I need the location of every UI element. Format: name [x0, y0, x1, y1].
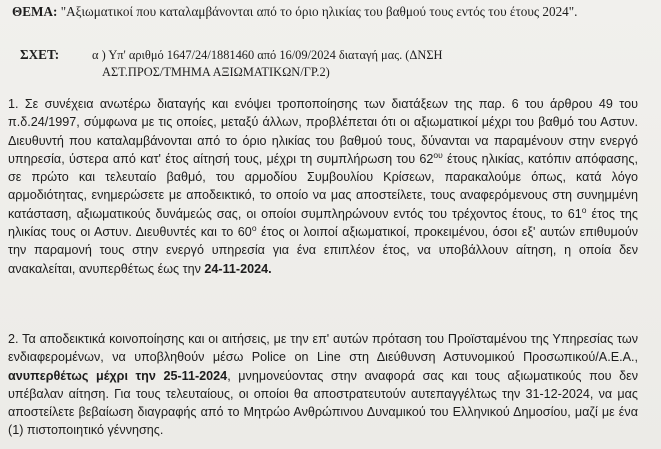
paragraph-2-part-1: 2. Τα αποδεικτικά κοινοποίησης και οι αιτήσεις, με την επ' αυτών πρόταση του Προϊσταμένου της Υπηρεσίας των ενδιαφερομένων, να υποβληθούν μέσω Police on Line στη Διεύθυνση Αστυνομικού Προσωπικού/Α.Ε.Α., — [8, 332, 638, 365]
paragraph-1-part-4: έτος οι λοιποί αξιωματικοί, προκειμένου, όσοι εξ' αυτών επιθυμούν την παραμονή τους στην ενεργό υπηρεσία για ένα επιπλέον έτος, να υποβάλλουν αίτηση, η οποία δεν ανακαλείται, ανυπερθέτως έως την — [8, 225, 639, 276]
reference-label: ΣΧΕΤ: — [20, 47, 60, 62]
paragraph-1-part-2: έτους ηλικίας, κατόπιν απόφασης, σε πρώτο και τελευταίο βαθμό, του αρμοδίου Συμβουλίου Κρίσεων, παρακαλούμε όπως, κατά λόγο αρμοδιότητας, ενημερώσετε με αποδεικτικό, το οποίο να μας αποστείλετε, τους αναφερόμενους στη συνημμένη κατάσταση, αξιωματικούς δυνάμεώς σας, οι οποίοι συμπληρώνουν εντός του τρέχοντος έτους, το 61 — [8, 151, 638, 221]
paragraph-1-end: . — [268, 261, 272, 276]
ordinal-suffix: ου — [433, 149, 443, 160]
subject-label: ΘΕΜΑ: — [12, 4, 58, 19]
paragraph-1-part-1: 1. Σε συνέχεια ανωτέρω διαταγής και ενόψει τροποποίησης των διατάξεων της παρ. 6 του άρθρου 49 του π.δ.24/1997, σύμφωνα με τις οποίες, μεταξύ άλλων, προβλέπεται ότι οι αξιωματικοί μέχρι του βαθμό του Αστυν. Διευθυντή που καταλαμβάνονται από το όριο ηλικίας του βαθμού τους, δύνανται να παραμένουν στην ενεργό υπηρεσία, ύστερα από κατ' έτος αίτησή τους, μέχρι τη συμπλήρωση του 62 — [8, 97, 638, 166]
deadline-date-2: ανυπερθέτως μέχρι την 25-11-2024 — [8, 368, 228, 383]
deadline-date-1: 24-11-2024 — [204, 261, 269, 276]
subject-line — [12, 3, 652, 21]
subject-text: "Αξιωματικοί που καταλαμβάνονται από το όριο ηλικίας του βαθμού τους εντός του έτους 2024". — [60, 4, 578, 19]
paragraph-1-part-3: έτος της ηλικίας τους οι Αστυν. Διευθυντές και το 60 — [8, 206, 638, 240]
reference-line-2: ΑΣΤ.ΠΡΟΣ/ΤΜΗΜΑ ΑΞΙΩΜΑΤΙΚΩΝ/ΓΡ.2) — [102, 65, 330, 79]
paragraph-2 — [8, 330, 638, 440]
paragraph-2-part-2: , μνημονεύοντας στην αναφορά σας και τους αξιωματικούς που δεν υπέβαλαν αίτηση. Για τους τελευταίους, οι οποίοι θα αποστρατευτούν αυτεπαγγέλτως την 31-12-2024, να μας αποστείλετε βεβαίωση διαγραφής από το Μητρώο Ανθρώπινου Δυναμικού του Ελληνικού Δημοσίου, μαζί με ένα (1) πιστοποιητικό γέννησης. — [8, 368, 638, 438]
reference-line-1: α ) Υπ' αριθμό 1647/24/1881460 από 16/09/2024 διαταγή μας. (ΔΝΣΗ — [92, 48, 443, 62]
paragraph-1 — [8, 95, 638, 278]
ordinal-suffix: ο — [581, 204, 587, 215]
reference-text — [92, 47, 532, 81]
ordinal-suffix: ο — [251, 223, 257, 234]
